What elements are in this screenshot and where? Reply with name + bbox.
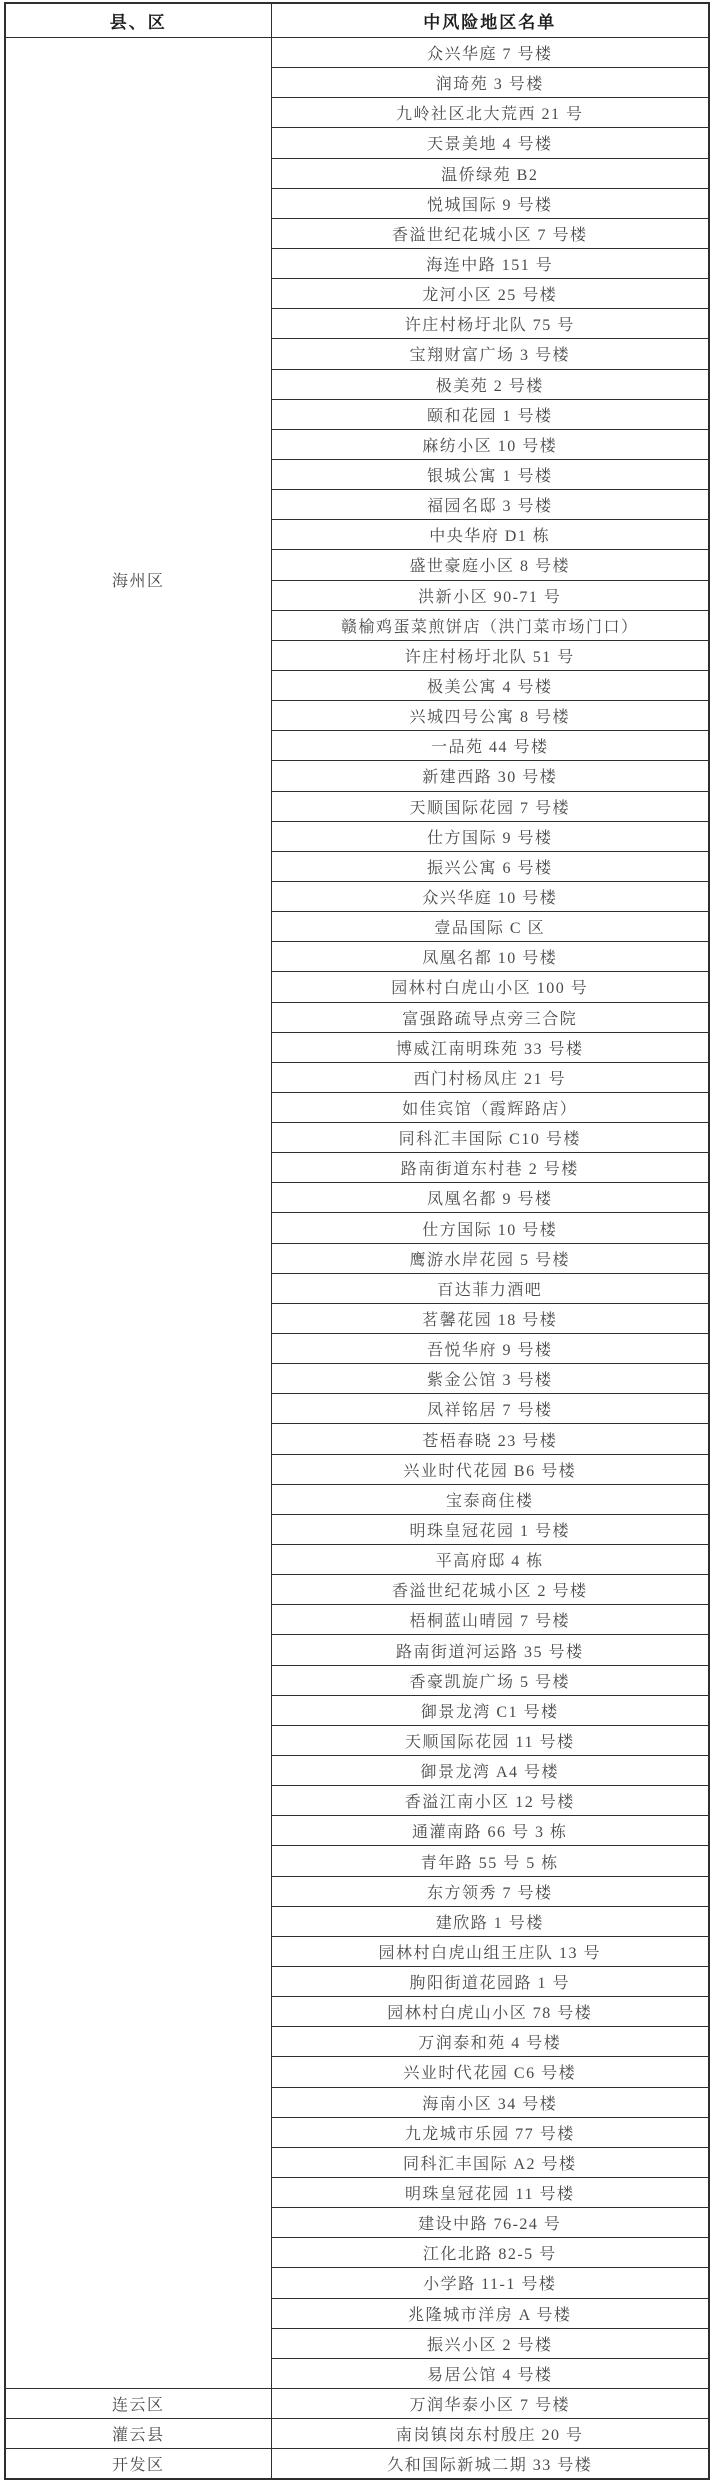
area-cell: 吾悦华府 9 号楼 bbox=[271, 1334, 709, 1364]
area-cell: 温侨绿苑 B2 bbox=[271, 158, 709, 188]
area-cell: 仕方国际 10 号楼 bbox=[271, 1213, 709, 1243]
area-cell: 香溢江南小区 12 号楼 bbox=[271, 1786, 709, 1816]
area-cell: 小学路 11-1 号楼 bbox=[271, 2268, 709, 2298]
area-cell: 九岭社区北大荒西 21 号 bbox=[271, 98, 709, 128]
district-name: 灌云县 bbox=[111, 2427, 165, 2445]
area-cell: 天顺国际花园 7 号楼 bbox=[271, 791, 709, 821]
area-cell: 盛世豪庭小区 8 号楼 bbox=[271, 550, 709, 580]
area-cell: 建设中路 76-24 号 bbox=[271, 2208, 709, 2238]
area-cell: 润琦苑 3 号楼 bbox=[271, 68, 709, 98]
area-cell: 海连中路 151 号 bbox=[271, 248, 709, 278]
area-cell: 兴业时代花园 B6 号楼 bbox=[271, 1454, 709, 1484]
area-cell: 中央华府 D1 栋 bbox=[271, 520, 709, 550]
area-cell: 海南小区 34 号楼 bbox=[271, 2087, 709, 2117]
area-cell: 如佳宾馆（霞辉路店） bbox=[271, 1092, 709, 1122]
area-cell: 西门村杨凤庄 21 号 bbox=[271, 1062, 709, 1092]
area-cell: 极美公寓 4 号楼 bbox=[271, 670, 709, 700]
area-cell: 园林村白虎山小区 100 号 bbox=[271, 972, 709, 1002]
area-cell: 福园名邸 3 号楼 bbox=[271, 490, 709, 520]
area-cell: 麻纺小区 10 号楼 bbox=[271, 429, 709, 459]
district-name: 连云区 bbox=[111, 2397, 165, 2415]
area-cell: 园林村白虎山小区 78 号楼 bbox=[271, 1997, 709, 2027]
area-cell: 通灌南路 66 号 3 栋 bbox=[271, 1816, 709, 1846]
area-cell: 壹品国际 C 区 bbox=[271, 912, 709, 942]
area-cell: 香溢世纪花城小区 7 号楼 bbox=[271, 218, 709, 248]
area-cell: 苍梧春晓 23 号楼 bbox=[271, 1424, 709, 1454]
area-cell: 九龙城市乐园 77 号楼 bbox=[271, 2117, 709, 2147]
area-cell: 一品苑 44 号楼 bbox=[271, 731, 709, 761]
area-cell: 凤凰名都 9 号楼 bbox=[271, 1183, 709, 1213]
table-row bbox=[5, 38, 709, 68]
risk-area-table bbox=[4, 2, 710, 2480]
area-cell: 紫金公馆 3 号楼 bbox=[271, 1364, 709, 1394]
district-cell bbox=[5, 38, 271, 2389]
area-cell: 朐阳街道花园路 1 号 bbox=[271, 1967, 709, 1997]
area-cell: 振兴小区 2 号楼 bbox=[271, 2328, 709, 2358]
district-cell bbox=[5, 2388, 271, 2418]
area-cell: 平高府邸 4 栋 bbox=[271, 1545, 709, 1575]
area-cell: 明珠皇冠花园 1 号楼 bbox=[271, 1514, 709, 1544]
area-cell: 御景龙湾 A4 号楼 bbox=[271, 1756, 709, 1786]
area-cell: 万润华泰小区 7 号楼 bbox=[271, 2388, 709, 2418]
area-cell: 赣榆鸡蛋菜煎饼店（洪门菜市场门口） bbox=[271, 610, 709, 640]
table-row bbox=[5, 2419, 709, 2449]
area-cell: 路南街道东村巷 2 号楼 bbox=[271, 1153, 709, 1183]
area-cell: 天景美地 4 号楼 bbox=[271, 128, 709, 158]
area-cell: 久和国际新城二期 33 号楼 bbox=[271, 2449, 709, 2479]
area-cell: 龙河小区 25 号楼 bbox=[271, 279, 709, 309]
area-cell: 宝翔财富广场 3 号楼 bbox=[271, 339, 709, 369]
area-cell: 许庄村杨圩北队 75 号 bbox=[271, 309, 709, 339]
area-cell: 许庄村杨圩北队 51 号 bbox=[271, 640, 709, 670]
area-cell: 洪新小区 90-71 号 bbox=[271, 580, 709, 610]
area-cell: 万润泰和苑 4 号楼 bbox=[271, 2027, 709, 2057]
area-cell: 极美苑 2 号楼 bbox=[271, 369, 709, 399]
table-row bbox=[5, 2388, 709, 2418]
area-cell: 兴城四号公寓 8 号楼 bbox=[271, 701, 709, 731]
area-cell: 兆隆城市洋房 A 号楼 bbox=[271, 2298, 709, 2328]
area-cell: 宝泰商住楼 bbox=[271, 1484, 709, 1514]
column-header-areas: 中风险地区名单 bbox=[271, 3, 709, 38]
area-cell: 明珠皇冠花园 11 号楼 bbox=[271, 2177, 709, 2207]
area-cell: 悦城国际 9 号楼 bbox=[271, 188, 709, 218]
column-header-district: 县、区 bbox=[5, 3, 271, 38]
area-cell: 天顺国际花园 11 号楼 bbox=[271, 1725, 709, 1755]
area-cell: 同科汇丰国际 A2 号楼 bbox=[271, 2147, 709, 2177]
area-cell: 凤祥铭居 7 号楼 bbox=[271, 1394, 709, 1424]
area-cell: 南岗镇岗东村殷庄 20 号 bbox=[271, 2419, 709, 2449]
area-cell: 众兴华庭 10 号楼 bbox=[271, 881, 709, 911]
area-cell: 富强路疏导点旁三合院 bbox=[271, 1002, 709, 1032]
area-cell: 银城公寓 1 号楼 bbox=[271, 459, 709, 489]
area-cell: 香豪凯旋广场 5 号楼 bbox=[271, 1665, 709, 1695]
area-cell: 路南街道河运路 35 号楼 bbox=[271, 1635, 709, 1665]
area-cell: 园林村白虎山组王庄队 13 号 bbox=[271, 1936, 709, 1966]
district-cell bbox=[5, 2419, 271, 2449]
table-header bbox=[5, 3, 709, 38]
area-cell: 鹰游水岸花园 5 号楼 bbox=[271, 1243, 709, 1273]
area-cell: 仕方国际 9 号楼 bbox=[271, 821, 709, 851]
district-cell bbox=[5, 2449, 271, 2479]
header-row bbox=[5, 3, 709, 38]
area-cell: 百达菲力酒吧 bbox=[271, 1273, 709, 1303]
area-cell: 香溢世纪花城小区 2 号楼 bbox=[271, 1575, 709, 1605]
district-name: 开发区 bbox=[111, 2457, 165, 2475]
area-cell: 众兴华庭 7 号楼 bbox=[271, 38, 709, 68]
table-body bbox=[5, 38, 709, 2480]
area-cell: 兴业时代花园 C6 号楼 bbox=[271, 2057, 709, 2087]
area-cell: 御景龙湾 C1 号楼 bbox=[271, 1695, 709, 1725]
area-cell: 江化北路 82-5 号 bbox=[271, 2238, 709, 2268]
area-cell: 茗馨花园 18 号楼 bbox=[271, 1303, 709, 1333]
area-cell: 振兴公寓 6 号楼 bbox=[271, 851, 709, 881]
area-cell: 凤凰名都 10 号楼 bbox=[271, 942, 709, 972]
district-name: 海州区 bbox=[111, 573, 165, 590]
area-cell: 东方领秀 7 号楼 bbox=[271, 1876, 709, 1906]
area-cell: 颐和花园 1 号楼 bbox=[271, 399, 709, 429]
area-cell: 建欣路 1 号楼 bbox=[271, 1906, 709, 1936]
table-row bbox=[5, 2449, 709, 2479]
area-cell: 青年路 55 号 5 栋 bbox=[271, 1846, 709, 1876]
area-cell: 博威江南明珠苑 33 号楼 bbox=[271, 1032, 709, 1062]
area-cell: 易居公馆 4 号楼 bbox=[271, 2358, 709, 2388]
area-cell: 新建西路 30 号楼 bbox=[271, 761, 709, 791]
area-cell: 同科汇丰国际 C10 号楼 bbox=[271, 1123, 709, 1153]
area-cell: 梧桐蓝山晴园 7 号楼 bbox=[271, 1605, 709, 1635]
